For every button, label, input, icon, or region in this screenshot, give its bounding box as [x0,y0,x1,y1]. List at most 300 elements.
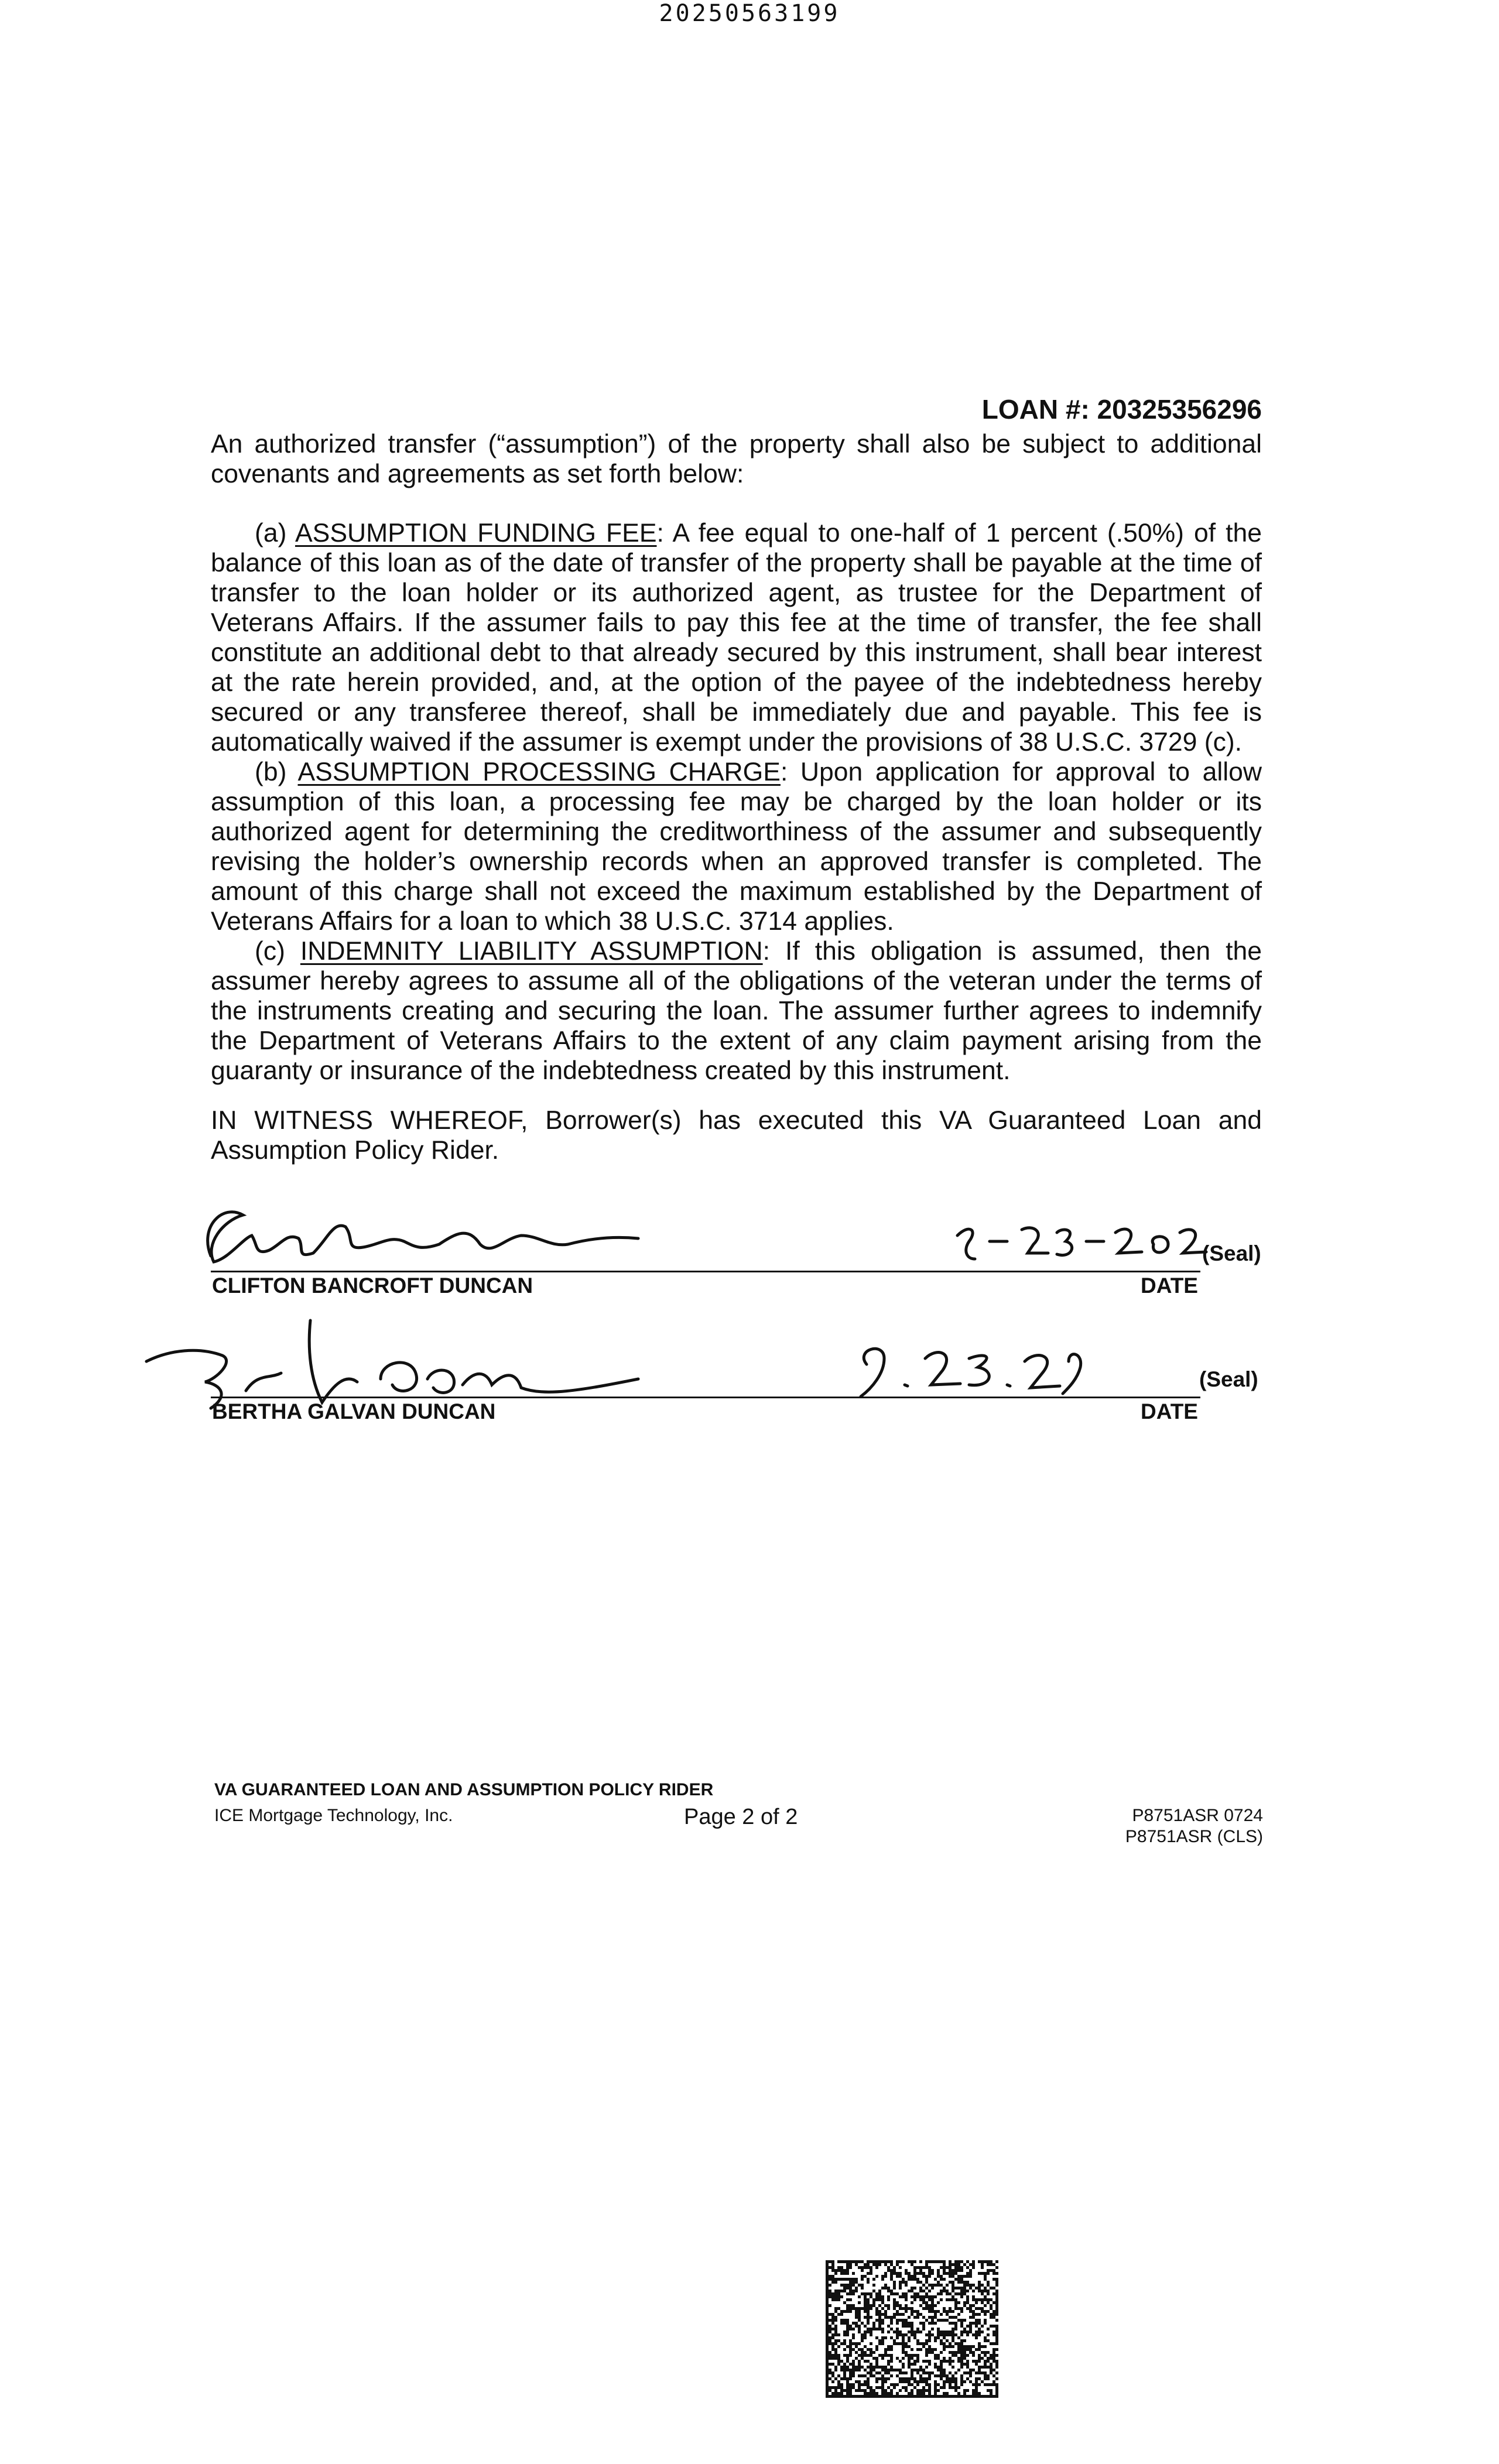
barcode-module [943,2310,946,2313]
barcode-module [826,2392,829,2395]
barcode-module [858,2260,861,2263]
barcode-module [893,2330,896,2333]
barcode-module [843,2374,846,2377]
barcode-module [849,2342,852,2345]
barcode-module [934,2310,937,2313]
barcode-module [919,2392,922,2395]
barcode-module [957,2287,960,2290]
barcode-module [960,2310,963,2313]
barcode-module [984,2383,987,2386]
barcode-module [887,2269,890,2272]
barcode-module [875,2377,878,2380]
barcode-module [963,2287,966,2290]
barcode-module [960,2269,963,2272]
barcode-module [993,2360,995,2363]
barcode-module [875,2380,878,2383]
barcode-module [902,2336,905,2339]
barcode-module [826,2330,829,2333]
barcode-module [846,2319,849,2322]
witness-text: IN WITNESS WHEREOF, Borrower(s) has executed this VA Guaranteed Loan and Assumption Policy Rider. [211,1106,1262,1165]
barcode-module [890,2366,893,2369]
barcode-module [911,2325,913,2328]
barcode-module [896,2328,899,2330]
barcode-module [878,2263,881,2266]
barcode-module [849,2281,852,2284]
barcode-module [870,2269,872,2272]
barcode-module [946,2330,949,2333]
barcode-module [952,2360,954,2363]
barcode-module [893,2316,896,2319]
barcode-module [855,2389,858,2392]
barcode-module [905,2322,908,2325]
barcode-module [902,2260,905,2263]
barcode-module [972,2295,975,2298]
barcode-module [872,2357,875,2360]
barcode-module [843,2272,846,2275]
barcode-module [940,2360,943,2363]
barcode-module [943,2383,946,2386]
barcode-module [840,2269,843,2272]
barcode-module [905,2333,908,2336]
barcode-module [858,2354,861,2357]
barcode-module [887,2307,890,2310]
barcode-module [954,2377,957,2380]
barcode-module [913,2380,916,2383]
barcode-module [864,2383,867,2386]
barcode-module [952,2316,954,2319]
barcode-module [861,2383,864,2386]
barcode-module [913,2330,916,2333]
barcode-module [846,2354,849,2357]
barcode-module [852,2328,855,2330]
barcode-module [905,2284,908,2287]
barcode-module [957,2342,960,2345]
barcode-module [995,2366,998,2369]
barcode-module [864,2275,867,2278]
barcode-module [993,2380,995,2383]
barcode-module [975,2395,978,2398]
barcode-module [972,2266,975,2269]
barcode-module [867,2313,870,2316]
barcode-module [852,2260,855,2263]
barcode-module [969,2263,972,2266]
barcode-module [940,2377,943,2380]
barcode-module [990,2263,993,2266]
barcode-module [893,2386,896,2389]
barcode-module [960,2377,963,2380]
barcode-module [919,2342,922,2345]
barcode-module [826,2304,829,2307]
barcode-module [890,2269,893,2272]
barcode-module [846,2307,849,2310]
barcode-module [966,2266,969,2269]
barcode-module [896,2369,899,2371]
barcode-module [872,2284,875,2287]
barcode-module [995,2266,998,2269]
barcode-module [887,2363,890,2366]
barcode-module [829,2260,831,2263]
barcode-module [884,2260,887,2263]
barcode-module [940,2342,943,2345]
barcode-module [943,2290,946,2292]
barcode-module [831,2363,834,2366]
barcode-module [922,2316,925,2319]
barcode-module [972,2395,975,2398]
barcode-module [969,2307,972,2310]
barcode-module [987,2389,990,2392]
barcode-module [940,2266,943,2269]
barcode-module [831,2333,834,2336]
barcode-module [902,2357,905,2360]
barcode-module [981,2371,984,2374]
barcode-module [834,2290,837,2292]
barcode-module [949,2351,952,2354]
barcode-module [928,2266,931,2269]
barcode-module [954,2304,957,2307]
barcode-module [840,2383,843,2386]
barcode-module [919,2260,922,2263]
barcode-module [975,2287,978,2290]
barcode-module [937,2269,940,2272]
barcode-module [969,2316,972,2319]
barcode-module [831,2298,834,2301]
barcode-module [840,2310,843,2313]
barcode-module [849,2369,852,2371]
barcode-module [849,2328,852,2330]
barcode-module [957,2307,960,2310]
document-number: 20250563199 [659,0,840,27]
barcode-module [981,2307,984,2310]
barcode-module [969,2328,972,2330]
barcode-module [864,2325,867,2328]
barcode-module [937,2389,940,2392]
barcode-module [949,2316,952,2319]
barcode-module [864,2374,867,2377]
barcode-module [963,2380,966,2383]
barcode-module [864,2266,867,2269]
barcode-module [943,2345,946,2348]
barcode-module [849,2395,852,2398]
barcode-module [978,2290,981,2292]
barcode-module [826,2290,829,2292]
barcode-module [931,2298,934,2301]
barcode-module [870,2389,872,2392]
barcode-module [846,2389,849,2392]
barcode-module [984,2260,987,2263]
barcode-module [925,2278,928,2281]
barcode-module [864,2395,867,2398]
barcode-module [995,2313,998,2316]
barcode-module [858,2348,861,2351]
barcode-module [949,2310,952,2313]
barcode-module [899,2272,902,2275]
barcode-module [867,2354,870,2357]
barcode-module [878,2295,881,2298]
barcode-module [922,2322,925,2325]
barcode-module [949,2380,952,2383]
barcode-module [878,2342,881,2345]
barcode-module [858,2319,861,2322]
barcode-module [972,2304,975,2307]
barcode-module [881,2260,884,2263]
barcode-module [872,2304,875,2307]
barcode-module [837,2278,840,2281]
barcode-module [826,2260,829,2263]
barcode-module [843,2269,846,2272]
barcode-module [949,2357,952,2360]
barcode-module [893,2395,896,2398]
barcode-module [981,2357,984,2360]
barcode-module [846,2322,849,2325]
barcode-module [875,2307,878,2310]
barcode-module [919,2287,922,2290]
barcode-module [852,2333,855,2336]
barcode-module [843,2287,846,2290]
barcode-module [957,2351,960,2354]
barcode-module [911,2369,913,2371]
barcode-module [896,2383,899,2386]
barcode-module [960,2290,963,2292]
barcode-module [908,2336,911,2339]
barcode-module [937,2330,940,2333]
barcode-module [831,2313,834,2316]
barcode-module [952,2272,954,2275]
barcode-module [861,2336,864,2339]
barcode-module [849,2298,852,2301]
barcode-module [840,2313,843,2316]
barcode-module [987,2290,990,2292]
barcode-module [913,2354,916,2357]
barcode-module [937,2319,940,2322]
barcode-module [849,2392,852,2395]
barcode-module [946,2380,949,2383]
barcode-module [905,2389,908,2392]
barcode-module [975,2336,978,2339]
barcode-module [937,2260,940,2263]
barcode-module [846,2395,849,2398]
barcode-module [925,2307,928,2310]
barcode-module [831,2386,834,2389]
barcode-module [846,2304,849,2307]
barcode-module [870,2374,872,2377]
barcode-module [969,2272,972,2275]
covenant-sections [211,518,1262,1086]
barcode-module [937,2284,940,2287]
barcode-module [829,2369,831,2371]
barcode-module [902,2325,905,2328]
barcode-module [899,2342,902,2345]
barcode-module [875,2360,878,2363]
barcode-module [925,2281,928,2284]
barcode-module [934,2354,937,2357]
barcode-module [960,2339,963,2342]
barcode-module [908,2360,911,2363]
barcode-module [867,2380,870,2383]
barcode-module [934,2295,937,2298]
barcode-module [896,2322,899,2325]
barcode-module [960,2345,963,2348]
barcode-module [881,2336,884,2339]
barcode-module [858,2266,861,2269]
barcode-module [875,2336,878,2339]
barcode-module [829,2386,831,2389]
barcode-module [896,2330,899,2333]
barcode-module [867,2319,870,2322]
barcode-module [954,2301,957,2304]
barcode-module [902,2319,905,2322]
barcode-module [902,2366,905,2369]
barcode-module [829,2395,831,2398]
barcode-module [919,2295,922,2298]
barcode-module [908,2307,911,2310]
barcode-module [931,2371,934,2374]
barcode-module [846,2392,849,2395]
barcode-module [826,2322,829,2325]
barcode-module [949,2266,952,2269]
barcode-module [902,2281,905,2284]
barcode-module [954,2325,957,2328]
barcode-module [852,2369,855,2371]
signature-line-2 [211,1397,1200,1398]
barcode-module [922,2392,925,2395]
barcode-module [963,2345,966,2348]
barcode-module [928,2272,931,2275]
barcode-module [875,2292,878,2295]
barcode-module [934,2322,937,2325]
barcode-module [890,2395,893,2398]
barcode-module [881,2380,884,2383]
section-a [211,518,1262,757]
barcode-module [990,2395,993,2398]
barcode-module [957,2348,960,2351]
barcode-module [908,2316,911,2319]
barcode-module [978,2313,981,2316]
barcode-module [870,2328,872,2330]
barcode-module [887,2354,890,2357]
barcode-module [908,2339,911,2342]
barcode-module [916,2316,919,2319]
barcode-module [969,2380,972,2383]
barcode-module [852,2290,855,2292]
barcode-module [966,2345,969,2348]
barcode-module [943,2266,946,2269]
barcode-module [969,2322,972,2325]
barcode-module [896,2392,899,2395]
barcode-module [966,2395,969,2398]
barcode-module [861,2322,864,2325]
barcode-module [834,2328,837,2330]
barcode-module [858,2380,861,2383]
barcode-module [928,2374,931,2377]
barcode-module [896,2313,899,2316]
barcode-module [840,2319,843,2322]
barcode-module [893,2313,896,2316]
barcode-module [963,2301,966,2304]
barcode-module [957,2369,960,2371]
barcode-module [957,2386,960,2389]
barcode-module [840,2395,843,2398]
barcode-module [829,2275,831,2278]
barcode-module [881,2395,884,2398]
barcode-module [864,2316,867,2319]
barcode-module [840,2284,843,2287]
barcode-module [969,2275,972,2278]
barcode-module [952,2354,954,2357]
barcode-module [937,2310,940,2313]
barcode-module [949,2345,952,2348]
witness-paragraph [211,1106,1262,1165]
barcode-icon [826,2260,998,2398]
barcode-module [878,2313,881,2316]
barcode-module [875,2275,878,2278]
barcode-module [922,2389,925,2392]
barcode-module [969,2304,972,2307]
barcode-module [925,2292,928,2295]
barcode-module [969,2325,972,2328]
barcode-module [893,2281,896,2284]
barcode-module [834,2351,837,2354]
barcode-module [978,2360,981,2363]
barcode-module [995,2295,998,2298]
barcode-module [995,2377,998,2380]
barcode-module [960,2351,963,2354]
barcode-module [902,2292,905,2295]
barcode-module [908,2275,911,2278]
barcode-module [972,2360,975,2363]
barcode-module [931,2272,934,2275]
barcode-module [826,2345,829,2348]
barcode-module [978,2333,981,2336]
barcode-module [899,2307,902,2310]
barcode-module [978,2348,981,2351]
barcode-module [916,2369,919,2371]
barcode-module [928,2386,931,2389]
barcode-module [937,2336,940,2339]
barcode-module [899,2313,902,2316]
barcode-module [884,2377,887,2380]
barcode-module [834,2392,837,2395]
barcode-module [890,2360,893,2363]
barcode-module [934,2380,937,2383]
barcode-module [931,2307,934,2310]
barcode-module [893,2342,896,2345]
barcode-module [864,2336,867,2339]
barcode-module [890,2336,893,2339]
barcode-module [878,2298,881,2301]
section-a-prefix: (a) [255,519,295,547]
barcode-module [831,2266,834,2269]
barcode-module [826,2266,829,2269]
barcode-module [896,2357,899,2360]
barcode-module [960,2278,963,2281]
barcode-module [834,2357,837,2360]
barcode-module [954,2328,957,2330]
barcode-module [881,2307,884,2310]
barcode-module [937,2281,940,2284]
barcode-module [934,2366,937,2369]
barcode-module [902,2339,905,2342]
barcode-module [978,2287,981,2290]
barcode-module [893,2287,896,2290]
barcode-module [911,2290,913,2292]
barcode-module [896,2319,899,2322]
barcode-module [995,2292,998,2295]
barcode-module [937,2369,940,2371]
barcode-module [990,2369,993,2371]
barcode-module [975,2322,978,2325]
barcode-module [943,2342,946,2345]
barcode-module [922,2328,925,2330]
